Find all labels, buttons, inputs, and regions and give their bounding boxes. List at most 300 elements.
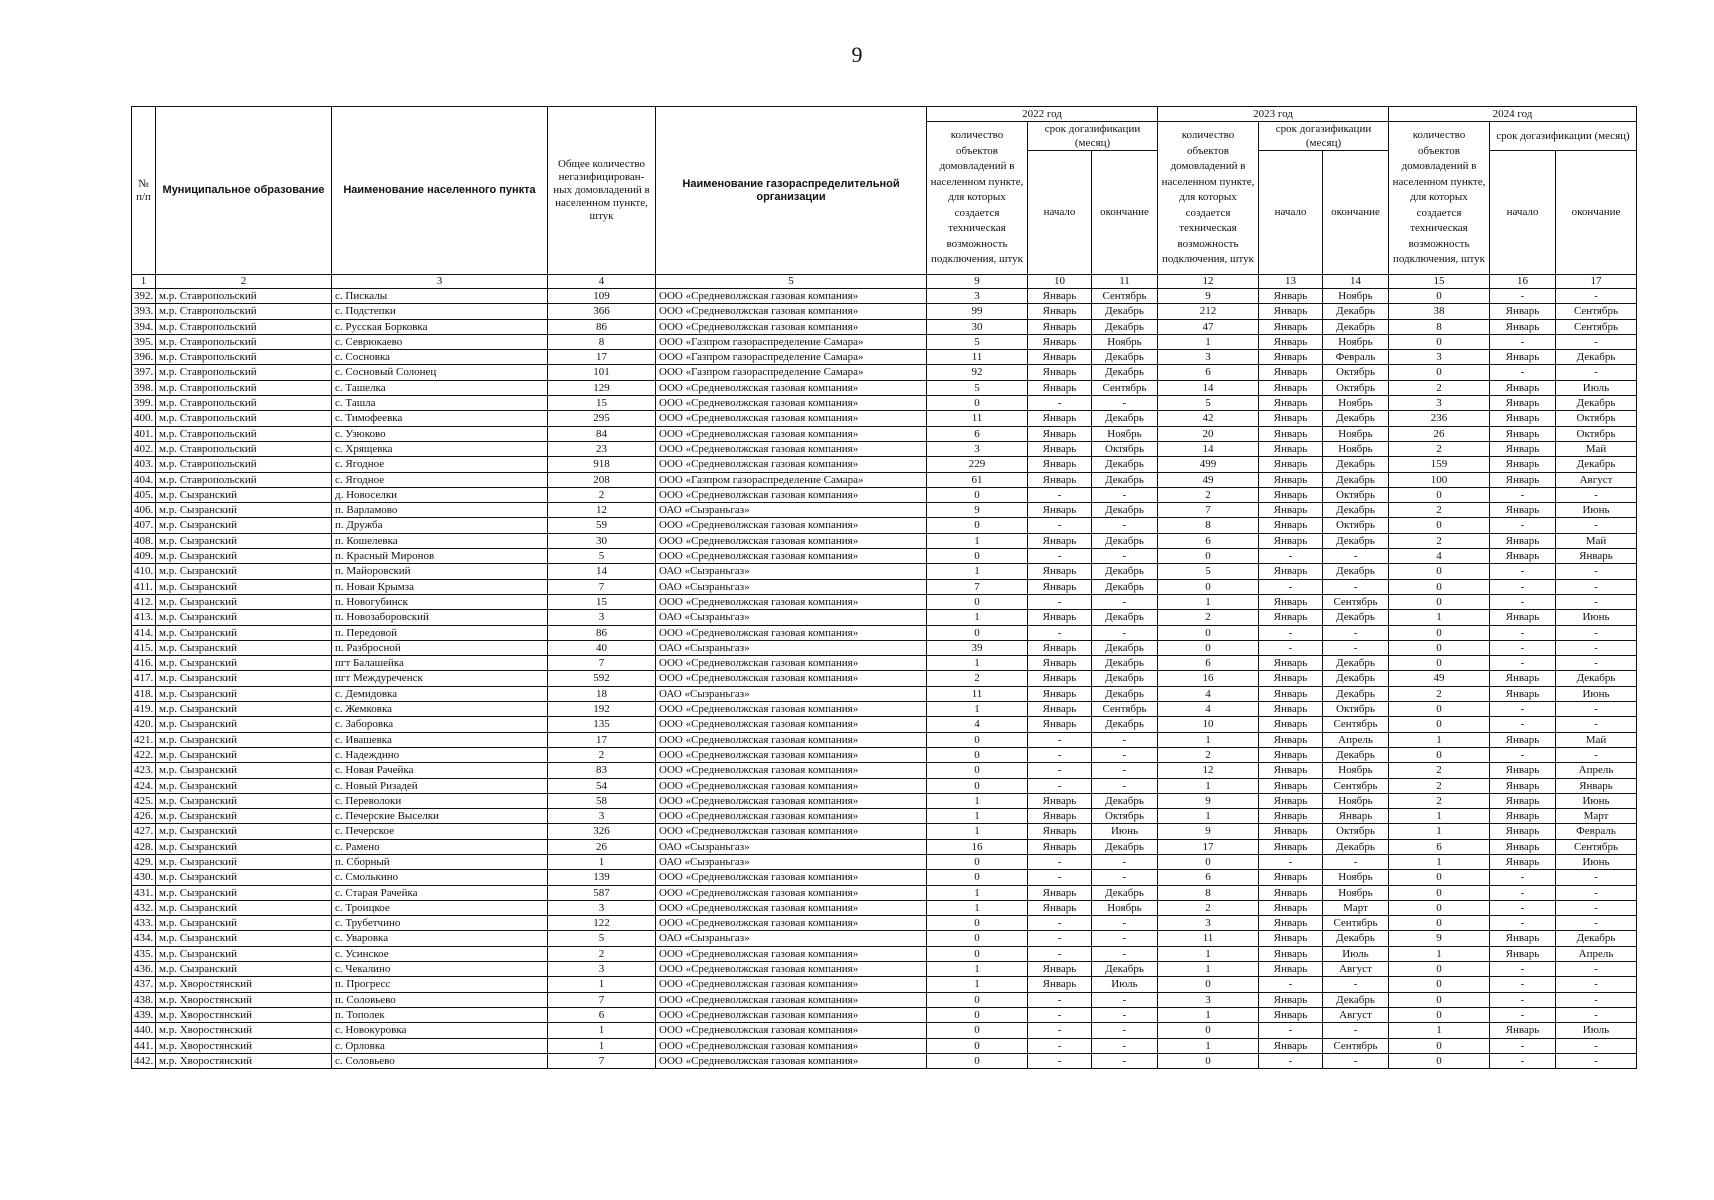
start-2022-cell: Январь <box>1028 334 1092 349</box>
end-2024-cell: Октябрь <box>1556 411 1637 426</box>
gas-organization-cell: ОАО «Сызраньгаз» <box>656 839 927 854</box>
end-2023-cell: Декабрь <box>1323 533 1389 548</box>
row-number: 417. <box>132 671 156 686</box>
header-start-2023: начало <box>1259 151 1323 275</box>
start-2024-cell: Январь <box>1490 763 1556 778</box>
total-households-cell: 3 <box>548 610 656 625</box>
settlement-cell: п. Новозаборовский <box>332 610 548 625</box>
count-2022-cell: 0 <box>927 732 1028 747</box>
count-2023-cell: 14 <box>1158 380 1259 395</box>
settlement-cell: с. Троицкое <box>332 900 548 915</box>
row-number: 393. <box>132 304 156 319</box>
end-2023-cell: Декабрь <box>1323 686 1389 701</box>
column-number: 17 <box>1556 275 1637 289</box>
column-number: 14 <box>1323 275 1389 289</box>
municipality-cell: м.р. Ставропольский <box>156 350 332 365</box>
count-2023-cell: 10 <box>1158 717 1259 732</box>
end-2024-cell: - <box>1556 579 1637 594</box>
gas-organization-cell: ООО «Средневолжская газовая компания» <box>656 763 927 778</box>
count-2022-cell: 0 <box>927 396 1028 411</box>
end-2023-cell: - <box>1323 579 1389 594</box>
start-2024-cell: - <box>1490 487 1556 502</box>
start-2024-cell: - <box>1490 702 1556 717</box>
municipality-cell: м.р. Сызранский <box>156 717 332 732</box>
municipality-cell: м.р. Ставропольский <box>156 380 332 395</box>
gas-organization-cell: ООО «Средневолжская газовая компания» <box>656 793 927 808</box>
settlement-cell: с. Соловьево <box>332 1053 548 1068</box>
end-2024-cell: Сентябрь <box>1556 839 1637 854</box>
row-number: 409. <box>132 549 156 564</box>
count-2024-cell: 1 <box>1389 854 1490 869</box>
count-2022-cell: 1 <box>927 702 1028 717</box>
table-row <box>132 992 1637 1007</box>
count-2022-cell: 1 <box>927 564 1028 579</box>
table-row <box>132 1053 1637 1068</box>
gas-organization-cell: ООО «Средневолжская газовая компания» <box>656 747 927 762</box>
start-2023-cell: Январь <box>1259 487 1323 502</box>
end-2024-cell: - <box>1556 916 1637 931</box>
header-period-2022: срок догазификации (месяц) <box>1028 122 1158 151</box>
end-2023-cell: Декабрь <box>1323 671 1389 686</box>
start-2024-cell: Январь <box>1490 931 1556 946</box>
count-2022-cell: 2 <box>927 671 1028 686</box>
start-2022-cell: Январь <box>1028 426 1092 441</box>
start-2024-cell: - <box>1490 564 1556 579</box>
count-2024-cell: 6 <box>1389 839 1490 854</box>
count-2024-cell: 0 <box>1389 1053 1490 1068</box>
gas-organization-cell: ОАО «Сызраньгаз» <box>656 564 927 579</box>
start-2022-cell: - <box>1028 732 1092 747</box>
settlement-cell: с. Орловка <box>332 1038 548 1053</box>
start-2023-cell: Январь <box>1259 1007 1323 1022</box>
count-2024-cell: 8 <box>1389 319 1490 334</box>
header-period-2024: срок догазификации (месяц) <box>1490 122 1637 151</box>
end-2022-cell: Июль <box>1092 977 1158 992</box>
end-2023-cell: - <box>1323 977 1389 992</box>
end-2023-cell: Сентябрь <box>1323 778 1389 793</box>
table-row <box>132 319 1637 334</box>
municipality-cell: м.р. Сызранский <box>156 533 332 548</box>
row-number: 419. <box>132 702 156 717</box>
count-2024-cell: 0 <box>1389 640 1490 655</box>
end-2024-cell: Август <box>1556 472 1637 487</box>
table-row <box>132 870 1637 885</box>
start-2022-cell: Январь <box>1028 671 1092 686</box>
start-2023-cell: Январь <box>1259 763 1323 778</box>
end-2022-cell: Декабрь <box>1092 457 1158 472</box>
start-2024-cell: Январь <box>1490 732 1556 747</box>
start-2022-cell: Январь <box>1028 457 1092 472</box>
count-2023-cell: 47 <box>1158 319 1259 334</box>
start-2024-cell: Январь <box>1490 549 1556 564</box>
table-row <box>132 334 1637 349</box>
end-2023-cell: Ноябрь <box>1323 441 1389 456</box>
gas-organization-cell: ООО «Средневолжская газовая компания» <box>656 487 927 502</box>
end-2024-cell: Май <box>1556 441 1637 456</box>
row-number: 406. <box>132 503 156 518</box>
end-2022-cell: - <box>1092 625 1158 640</box>
end-2023-cell: Сентябрь <box>1323 916 1389 931</box>
end-2023-cell: - <box>1323 549 1389 564</box>
count-2024-cell: 1 <box>1389 1023 1490 1038</box>
end-2022-cell: - <box>1092 778 1158 793</box>
count-2023-cell: 0 <box>1158 549 1259 564</box>
settlement-cell: п. Варламово <box>332 503 548 518</box>
start-2023-cell: Январь <box>1259 656 1323 671</box>
start-2024-cell: Январь <box>1490 610 1556 625</box>
municipality-cell: м.р. Сызранский <box>156 640 332 655</box>
total-households-cell: 592 <box>548 671 656 686</box>
municipality-cell: м.р. Сызранский <box>156 885 332 900</box>
count-2022-cell: 61 <box>927 472 1028 487</box>
total-households-cell: 101 <box>548 365 656 380</box>
start-2024-cell: Январь <box>1490 1023 1556 1038</box>
start-2023-cell: Январь <box>1259 304 1323 319</box>
count-2022-cell: 1 <box>927 900 1028 915</box>
end-2024-cell: - <box>1556 1053 1637 1068</box>
column-number: 4 <box>548 275 656 289</box>
row-number: 439. <box>132 1007 156 1022</box>
start-2023-cell: Январь <box>1259 334 1323 349</box>
count-2024-cell: 2 <box>1389 533 1490 548</box>
table-row <box>132 747 1637 762</box>
gas-organization-cell: ООО «Средневолжская газовая компания» <box>656 457 927 472</box>
end-2022-cell: Октябрь <box>1092 809 1158 824</box>
start-2023-cell: Январь <box>1259 350 1323 365</box>
start-2024-cell: Январь <box>1490 778 1556 793</box>
count-2023-cell: 6 <box>1158 365 1259 380</box>
row-number: 431. <box>132 885 156 900</box>
municipality-cell: м.р. Ставропольский <box>156 396 332 411</box>
gas-organization-cell: ОАО «Сызраньгаз» <box>656 640 927 655</box>
total-households-cell: 326 <box>548 824 656 839</box>
end-2024-cell: - <box>1556 870 1637 885</box>
start-2024-cell: - <box>1490 518 1556 533</box>
table-row <box>132 365 1637 380</box>
header-start-2024: начало <box>1490 151 1556 275</box>
count-2022-cell: 0 <box>927 747 1028 762</box>
municipality-cell: м.р. Сызранский <box>156 579 332 594</box>
municipality-cell: м.р. Хворостянский <box>156 1007 332 1022</box>
end-2022-cell: Декабрь <box>1092 686 1158 701</box>
count-2022-cell: 11 <box>927 411 1028 426</box>
end-2023-cell: Декабрь <box>1323 564 1389 579</box>
count-2022-cell: 0 <box>927 1038 1028 1053</box>
settlement-cell: с. Сосновый Солонец <box>332 365 548 380</box>
municipality-cell: м.р. Сызранский <box>156 732 332 747</box>
end-2023-cell: Сентябрь <box>1323 717 1389 732</box>
count-2024-cell: 2 <box>1389 686 1490 701</box>
municipality-cell: м.р. Сызранский <box>156 594 332 609</box>
start-2023-cell: Январь <box>1259 503 1323 518</box>
table-row <box>132 900 1637 915</box>
header-total-households: Общее количество негазифицирован-ных домовладений в населенном пункте, штук <box>548 107 656 275</box>
count-2023-cell: 7 <box>1158 503 1259 518</box>
total-households-cell: 3 <box>548 900 656 915</box>
end-2023-cell: Декабрь <box>1323 457 1389 472</box>
settlement-cell: с. Рамено <box>332 839 548 854</box>
table-row <box>132 656 1637 671</box>
column-number: 13 <box>1259 275 1323 289</box>
end-2024-cell: Июнь <box>1556 854 1637 869</box>
start-2024-cell: - <box>1490 594 1556 609</box>
count-2022-cell: 229 <box>927 457 1028 472</box>
row-number: 420. <box>132 717 156 732</box>
row-number: 426. <box>132 809 156 824</box>
end-2024-cell: Апрель <box>1556 946 1637 961</box>
end-2024-cell: - <box>1556 900 1637 915</box>
municipality-cell: м.р. Сызранский <box>156 870 332 885</box>
count-2024-cell: 2 <box>1389 503 1490 518</box>
row-number: 396. <box>132 350 156 365</box>
settlement-cell: п. Новогубинск <box>332 594 548 609</box>
total-households-cell: 30 <box>548 533 656 548</box>
table-row <box>132 396 1637 411</box>
end-2023-cell: Декабрь <box>1323 656 1389 671</box>
count-2024-cell: 1 <box>1389 946 1490 961</box>
gas-organization-cell: ООО «Средневолжская газовая компания» <box>656 1038 927 1053</box>
count-2023-cell: 8 <box>1158 885 1259 900</box>
count-2022-cell: 9 <box>927 503 1028 518</box>
settlement-cell: с. Трубетчино <box>332 916 548 931</box>
table-row <box>132 778 1637 793</box>
count-2023-cell: 9 <box>1158 824 1259 839</box>
end-2023-cell: Ноябрь <box>1323 885 1389 900</box>
table-row <box>132 763 1637 778</box>
header-end-2022: окончание <box>1092 151 1158 275</box>
count-2023-cell: 1 <box>1158 334 1259 349</box>
count-2024-cell: 0 <box>1389 702 1490 717</box>
settlement-cell: пгт Балашейка <box>332 656 548 671</box>
settlement-cell: с. Тимофеевка <box>332 411 548 426</box>
total-households-cell: 5 <box>548 931 656 946</box>
count-2024-cell: 0 <box>1389 289 1490 304</box>
start-2023-cell: - <box>1259 549 1323 564</box>
end-2024-cell: Май <box>1556 533 1637 548</box>
municipality-cell: м.р. Ставропольский <box>156 289 332 304</box>
start-2022-cell: Январь <box>1028 702 1092 717</box>
end-2022-cell: - <box>1092 931 1158 946</box>
count-2024-cell: 0 <box>1389 518 1490 533</box>
count-2023-cell: 4 <box>1158 702 1259 717</box>
start-2022-cell: Январь <box>1028 289 1092 304</box>
start-2023-cell: Январь <box>1259 380 1323 395</box>
start-2024-cell: - <box>1490 977 1556 992</box>
municipality-cell: м.р. Сызранский <box>156 564 332 579</box>
municipality-cell: м.р. Сызранский <box>156 763 332 778</box>
end-2024-cell: Октябрь <box>1556 426 1637 441</box>
end-2023-cell: - <box>1323 640 1389 655</box>
count-2022-cell: 4 <box>927 717 1028 732</box>
start-2024-cell: - <box>1490 962 1556 977</box>
count-2024-cell: 0 <box>1389 916 1490 931</box>
count-2023-cell: 3 <box>1158 916 1259 931</box>
end-2023-cell: - <box>1323 854 1389 869</box>
start-2023-cell: Январь <box>1259 610 1323 625</box>
end-2023-cell: Ноябрь <box>1323 334 1389 349</box>
count-2022-cell: 1 <box>927 793 1028 808</box>
settlement-cell: с. Заборовка <box>332 717 548 732</box>
settlement-cell: с. Печерские Выселки <box>332 809 548 824</box>
start-2024-cell: - <box>1490 992 1556 1007</box>
gas-organization-cell: ООО «Средневолжская газовая компания» <box>656 319 927 334</box>
end-2024-cell: - <box>1556 702 1637 717</box>
count-2023-cell: 0 <box>1158 640 1259 655</box>
table-header <box>132 107 1637 289</box>
settlement-cell: с. Печерское <box>332 824 548 839</box>
end-2022-cell: Ноябрь <box>1092 334 1158 349</box>
count-2022-cell: 39 <box>927 640 1028 655</box>
start-2023-cell: - <box>1259 1023 1323 1038</box>
settlement-cell: с. Усинское <box>332 946 548 961</box>
total-households-cell: 7 <box>548 656 656 671</box>
start-2023-cell: Январь <box>1259 686 1323 701</box>
start-2023-cell: Январь <box>1259 747 1323 762</box>
start-2022-cell: Январь <box>1028 962 1092 977</box>
start-2024-cell: Январь <box>1490 350 1556 365</box>
count-2023-cell: 1 <box>1158 732 1259 747</box>
settlement-cell: с. Жемковка <box>332 702 548 717</box>
table-row <box>132 350 1637 365</box>
end-2022-cell: Декабрь <box>1092 793 1158 808</box>
total-households-cell: 139 <box>548 870 656 885</box>
municipality-cell: м.р. Ставропольский <box>156 472 332 487</box>
start-2024-cell: Январь <box>1490 686 1556 701</box>
row-number: 429. <box>132 854 156 869</box>
start-2024-cell: Январь <box>1490 809 1556 824</box>
start-2023-cell: Январь <box>1259 916 1323 931</box>
gas-organization-cell: ООО «Средневолжская газовая компания» <box>656 870 927 885</box>
header-gas-organization: Наименование газораспределительной организации <box>656 107 927 275</box>
count-2023-cell: 14 <box>1158 441 1259 456</box>
start-2023-cell: Январь <box>1259 992 1323 1007</box>
end-2022-cell: Ноябрь <box>1092 900 1158 915</box>
count-2023-cell: 11 <box>1158 931 1259 946</box>
start-2022-cell: - <box>1028 396 1092 411</box>
total-households-cell: 3 <box>548 809 656 824</box>
start-2023-cell: Январь <box>1259 533 1323 548</box>
settlement-cell: с. Ягодное <box>332 472 548 487</box>
count-2024-cell: 9 <box>1389 931 1490 946</box>
table-row <box>132 671 1637 686</box>
settlement-cell: п. Разбросной <box>332 640 548 655</box>
end-2024-cell: - <box>1556 594 1637 609</box>
start-2023-cell: Январь <box>1259 365 1323 380</box>
header-settlement: Наименование населенного пункта <box>332 107 548 275</box>
table-row <box>132 518 1637 533</box>
start-2024-cell: Январь <box>1490 793 1556 808</box>
count-2023-cell: 8 <box>1158 518 1259 533</box>
municipality-cell: м.р. Ставропольский <box>156 411 332 426</box>
end-2022-cell: Декабрь <box>1092 533 1158 548</box>
count-2024-cell: 3 <box>1389 350 1490 365</box>
municipality-cell: м.р. Сызранский <box>156 809 332 824</box>
count-2024-cell: 0 <box>1389 747 1490 762</box>
start-2023-cell: Январь <box>1259 778 1323 793</box>
start-2023-cell: Январь <box>1259 671 1323 686</box>
total-households-cell: 3 <box>548 962 656 977</box>
count-2024-cell: 236 <box>1389 411 1490 426</box>
end-2022-cell: Декабрь <box>1092 717 1158 732</box>
count-2022-cell: 6 <box>927 426 1028 441</box>
settlement-cell: с. Русская Борковка <box>332 319 548 334</box>
end-2024-cell: Июнь <box>1556 610 1637 625</box>
row-number: 433. <box>132 916 156 931</box>
start-2024-cell: Январь <box>1490 411 1556 426</box>
column-number: 10 <box>1028 275 1092 289</box>
settlement-cell: с. Ташла <box>332 396 548 411</box>
table-row <box>132 1038 1637 1053</box>
count-2022-cell: 3 <box>927 289 1028 304</box>
gas-organization-cell: ООО «Средневолжская газовая компания» <box>656 426 927 441</box>
end-2024-cell: Июль <box>1556 380 1637 395</box>
municipality-cell: м.р. Сызранский <box>156 549 332 564</box>
column-number: 12 <box>1158 275 1259 289</box>
municipality-cell: м.р. Сызранский <box>156 671 332 686</box>
municipality-cell: м.р. Сызранский <box>156 487 332 502</box>
column-number: 16 <box>1490 275 1556 289</box>
municipality-cell: м.р. Хворостянский <box>156 1053 332 1068</box>
start-2022-cell: Январь <box>1028 977 1092 992</box>
end-2024-cell: Декабрь <box>1556 457 1637 472</box>
table-row <box>132 503 1637 518</box>
row-number: 442. <box>132 1053 156 1068</box>
start-2023-cell: Январь <box>1259 564 1323 579</box>
end-2022-cell: Декабрь <box>1092 564 1158 579</box>
gas-organization-cell: ООО «Средневолжская газовая компания» <box>656 916 927 931</box>
end-2024-cell: - <box>1556 518 1637 533</box>
total-households-cell: 122 <box>548 916 656 931</box>
table-row <box>132 640 1637 655</box>
table-row <box>132 610 1637 625</box>
count-2023-cell: 20 <box>1158 426 1259 441</box>
row-number: 411. <box>132 579 156 594</box>
start-2022-cell: - <box>1028 854 1092 869</box>
count-2024-cell: 49 <box>1389 671 1490 686</box>
count-2022-cell: 0 <box>927 992 1028 1007</box>
row-number: 414. <box>132 625 156 640</box>
total-households-cell: 14 <box>548 564 656 579</box>
table-row <box>132 702 1637 717</box>
end-2022-cell: Декабрь <box>1092 656 1158 671</box>
table-row <box>132 809 1637 824</box>
count-2023-cell: 1 <box>1158 778 1259 793</box>
row-number: 440. <box>132 1023 156 1038</box>
total-households-cell: 23 <box>548 441 656 456</box>
count-2022-cell: 1 <box>927 977 1028 992</box>
total-households-cell: 18 <box>548 686 656 701</box>
start-2023-cell: Январь <box>1259 870 1323 885</box>
gas-organization-cell: ООО «Средневолжская газовая компания» <box>656 778 927 793</box>
row-number: 428. <box>132 839 156 854</box>
settlement-cell: п. Соловьево <box>332 992 548 1007</box>
settlement-cell: с. Пискалы <box>332 289 548 304</box>
column-number: 5 <box>656 275 927 289</box>
settlement-cell: с. Сосновка <box>332 350 548 365</box>
settlement-cell: п. Красный Миронов <box>332 549 548 564</box>
count-2024-cell: 0 <box>1389 870 1490 885</box>
count-2022-cell: 0 <box>927 594 1028 609</box>
end-2024-cell: - <box>1556 1038 1637 1053</box>
end-2024-cell: Декабрь <box>1556 931 1637 946</box>
gas-organization-cell: ОАО «Сызраньгаз» <box>656 931 927 946</box>
end-2024-cell: Июнь <box>1556 686 1637 701</box>
start-2023-cell: - <box>1259 640 1323 655</box>
end-2023-cell: Январь <box>1323 809 1389 824</box>
start-2022-cell: - <box>1028 778 1092 793</box>
row-number: 402. <box>132 441 156 456</box>
table-row <box>132 916 1637 931</box>
